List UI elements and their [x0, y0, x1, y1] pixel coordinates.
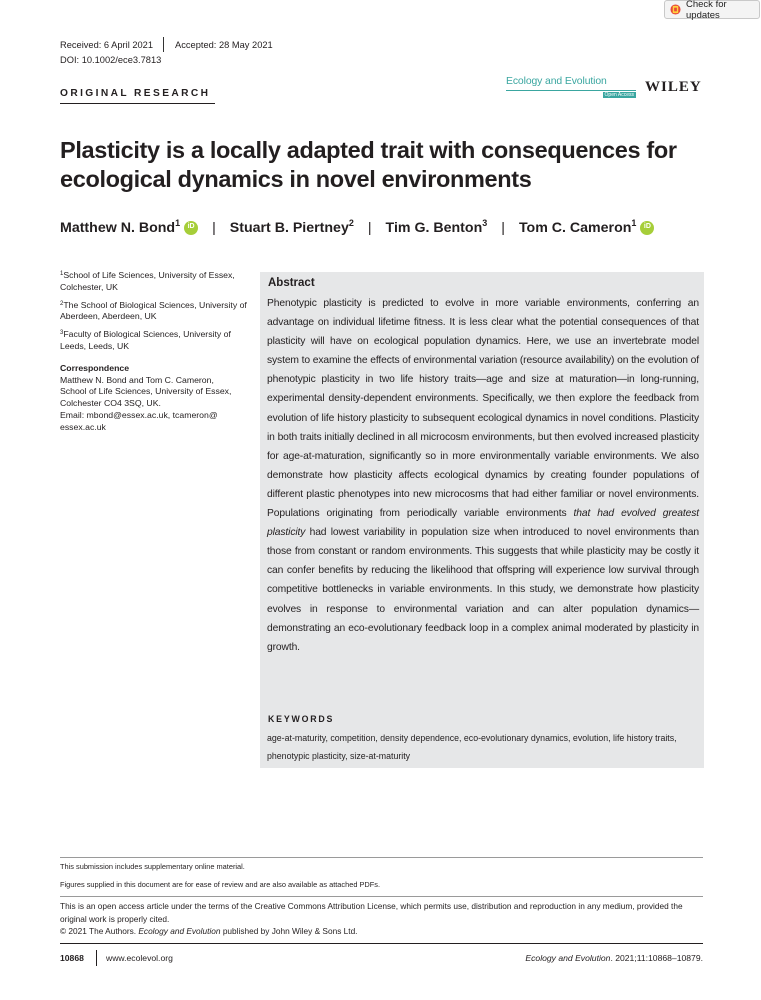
open-access-badge: Open Access — [604, 92, 634, 98]
keywords-heading: KEYWORDS — [268, 714, 335, 724]
received-date: Received: 6 April 2021 — [60, 39, 154, 50]
correspondence-names: Matthew N. Bond and Tom C. Cameron, — [60, 374, 214, 385]
copyright-text: © 2021 The Authors. Ecology and Evolution published by John Wiley & Sons Ltd. — [60, 926, 358, 936]
correspondence-email[interactable]: Email: mbond@essex.ac.uk, tcameron@ — [60, 409, 218, 420]
footnote-rule — [60, 857, 703, 858]
abstract-box — [260, 272, 704, 768]
article-dates — [60, 37, 273, 52]
footnote-rule — [60, 896, 703, 897]
correspondence-address: Colchester CO4 3SQ, UK. — [60, 398, 161, 409]
publisher-logo: WILEY — [645, 79, 702, 95]
check-for-updates-label: Check for updates — [686, 0, 727, 21]
abstract-text: Phenotypic plasticity is predicted to evolve in more variable environments, conferring an advantage on individual lifetime fitness. It is less clear what the potential consequences of that plasticity will have on ecological population dynamics. Here, we use an invertebrate model system to examine the effects of environmental variation (resource availability) on the evolution of phenotypic plasticity in two life history traits—age and size at maturation—in long-running, experimental density-dependent environments. Specifically, we then explore the feedback from evolution of life history plasticity to subsequent ecological dynamics in novel conditions. Plasticity in both traits initially declined in all microcosm environments, but then evolved increased plasticity for age-at-maturation, significantly so in more environmentally variable environments. We also demonstrate how plasticity affects ecological dynamics by creating founder populations of different plastic phenotypes into new microcosms that had either familiar or novel environments. Populations originating from periodically variable environments that had evolved greatest plasticity had lowest variability in population size when introduced to novel environments than those from constant or random environments. This suggests that while plasticity may be costly it can confer benefits by reducing the likelihood that offspring will experience low survival through competitive bottlenecks in variable environments. In this study, we demonstrate how plasticity evolves in response to environmental variation and can alter population dynamics—demonstrating an eco-evolutionary feedback loop in a complex animal moderated by plasticity in growth. — [267, 298, 699, 653]
affiliation: $^1$School of Life Sciences, University of Essex, Colchester, UK — [60, 270, 235, 292]
license-text: This is an open access article under the terms of the Creative Commons Attribution License, which permits use, distribution and reproduction in any medium, provided the original work is properly cited. — [60, 901, 683, 924]
supplementary-note: This submission includes supplementary online material. — [60, 862, 245, 871]
affiliation: $^2$The School of Biological Sciences, University of Aberdeen, Aberdeen, UK — [60, 299, 247, 322]
journal-logo-bar — [506, 90, 636, 91]
journal-name: Ecology and Evolution — [506, 76, 607, 87]
doi[interactable]: DOI: 10.1002/ece3.7813 — [60, 55, 162, 65]
section-rule — [60, 103, 215, 104]
journal-logo — [506, 76, 636, 98]
figures-note: Figures supplied in this document are for ease of review and are also available as attached PDFs. — [60, 880, 381, 889]
crossmark-icon — [670, 4, 681, 15]
orcid-icon[interactable] — [184, 221, 198, 235]
author-name[interactable]: Tim G. Benton$^3$ — [385, 218, 488, 236]
correspondence-address: School of Life Sciences, University of Essex, — [60, 386, 232, 397]
footer-separator — [96, 950, 97, 966]
author-list — [60, 220, 654, 236]
author-separator: | — [501, 220, 505, 236]
author-name[interactable]: Tom C. Cameron$^1$ — [518, 218, 637, 236]
date-separator — [163, 37, 164, 52]
affiliation: $^3$Faculty of Biological Sciences, University of Leeds, Leeds, UK — [60, 329, 231, 351]
correspondence-email[interactable]: essex.ac.uk — [60, 421, 106, 432]
journal-url[interactable]: www.ecolevol.org — [106, 953, 173, 963]
abstract-heading: Abstract — [268, 277, 315, 289]
article-title: Plasticity is a locally adapted trait with consequences for ecological dynamics in novel environments — [60, 137, 677, 192]
citation: Ecology and Evolution. 2021;11:10868–10879. — [525, 953, 703, 963]
footer-rule — [60, 943, 703, 944]
accepted-date: Accepted: 28 May 2021 — [175, 39, 273, 50]
author-separator: | — [212, 220, 216, 236]
keywords-text: age-at-maturity, competition, density dependence, eco-evolutionary dynamics, evolution, life history traits, phenotypic plasticity, size-at-maturity — [267, 733, 677, 761]
orcid-icon[interactable] — [640, 221, 654, 235]
section-label: ORIGINAL RESEARCH — [60, 88, 211, 99]
author-name[interactable]: Stuart B. Piertney$^2$ — [229, 218, 354, 236]
page-number: 10868 — [60, 953, 84, 963]
correspondence-heading: Correspondence — [60, 362, 130, 373]
author-name[interactable]: Matthew N. Bond$^1$ — [60, 218, 181, 236]
check-for-updates-button[interactable] — [664, 0, 760, 19]
author-separator: | — [367, 220, 372, 236]
affiliations-sidebar — [60, 270, 250, 434]
